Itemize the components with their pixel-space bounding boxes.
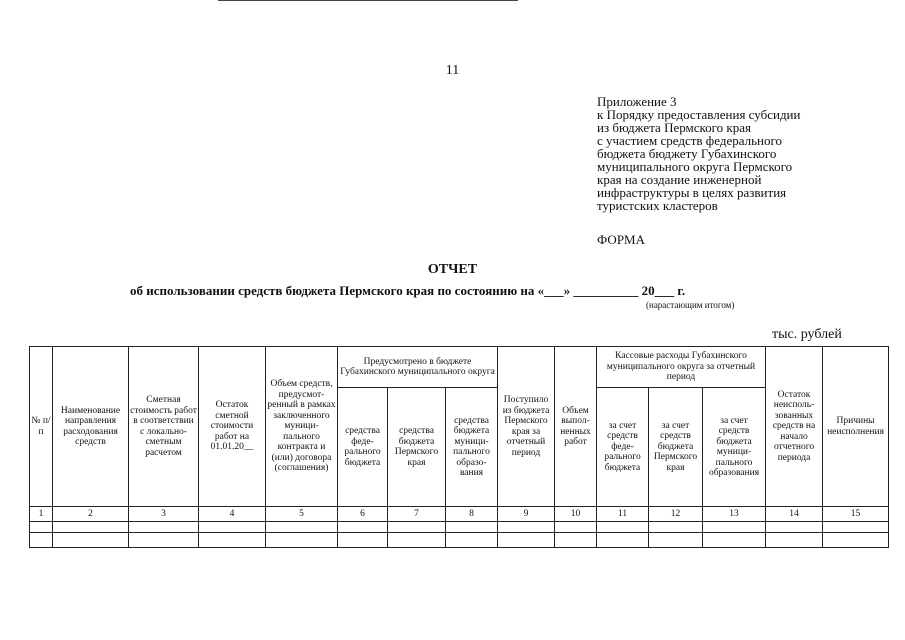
column-number-row xyxy=(30,507,889,522)
empty-cell xyxy=(766,533,823,548)
empty-cell xyxy=(597,533,649,548)
header-cell: средства бюджета Пермского края xyxy=(388,388,446,507)
header-row xyxy=(30,347,889,388)
empty-cell xyxy=(266,522,338,533)
appendix-line: края на создание инженерной xyxy=(597,172,762,187)
empty-cell xyxy=(388,522,446,533)
column-number: 13 xyxy=(703,507,766,522)
column-number: 3 xyxy=(129,507,199,522)
page-number: 11 xyxy=(445,63,460,78)
column-number: 5 xyxy=(266,507,338,522)
empty-cell xyxy=(266,533,338,548)
column-number: 14 xyxy=(766,507,823,522)
empty-cell xyxy=(53,522,129,533)
header-group-cell: Предусмотрено в бюджете Губахинского муниципального округа xyxy=(338,347,498,388)
header-cell: за счет средств бюджета Пермского края xyxy=(649,388,703,507)
empty-cell xyxy=(649,533,703,548)
header-group-cell: Кассовые расходы Губахинского муниципального округа за отчетный период xyxy=(597,347,766,388)
appendix-block xyxy=(597,95,897,212)
header-cell: Остаток неисполь-зованных средств на начало отчетного периода xyxy=(766,347,823,507)
appendix-line: бюджета бюджету Губахинского xyxy=(597,146,777,161)
empty-cell xyxy=(823,533,889,548)
empty-cell xyxy=(338,522,388,533)
subtitle-note: (нарастающим итогом) xyxy=(646,300,735,310)
table-row xyxy=(30,522,889,533)
empty-cell xyxy=(766,522,823,533)
header-cell: Объем средств, предусмот-ренный в рамках заключенного муници-пального контракта и (или) договора (соглашения) xyxy=(266,347,338,507)
empty-cell xyxy=(703,522,766,533)
header-cell: за счет средств бюджета муници-пального образования xyxy=(703,388,766,507)
empty-cell xyxy=(129,522,199,533)
column-number: 1 xyxy=(30,507,53,522)
appendix-line: к Порядку предоставления субсидии xyxy=(597,107,801,122)
empty-cell xyxy=(703,533,766,548)
column-number: 7 xyxy=(388,507,446,522)
appendix-line: Приложение 3 xyxy=(597,94,677,109)
column-number: 2 xyxy=(53,507,129,522)
column-number: 15 xyxy=(823,507,889,522)
empty-cell xyxy=(446,522,498,533)
column-number: 6 xyxy=(338,507,388,522)
empty-cell xyxy=(498,522,555,533)
header-cell: Причины неисполнения xyxy=(823,347,889,507)
form-label: ФОРМА xyxy=(597,232,645,247)
header-cell: Сметная стоимость работ в соответствии с локально-сметным расчетом xyxy=(129,347,199,507)
empty-cell xyxy=(30,522,53,533)
empty-cell xyxy=(446,533,498,548)
header-cell: средства феде-рального бюджета xyxy=(338,388,388,507)
empty-cell xyxy=(338,533,388,548)
empty-cell xyxy=(388,533,446,548)
header-cell: средства бюджета муници-пального образо-вания xyxy=(446,388,498,507)
header-cell: Наименование направления расходования средств xyxy=(53,347,129,507)
appendix-line: из бюджета Пермского края xyxy=(597,120,752,135)
empty-cell xyxy=(498,533,555,548)
top-rule xyxy=(218,0,518,1)
empty-cell xyxy=(823,522,889,533)
empty-cell xyxy=(597,522,649,533)
column-number: 4 xyxy=(199,507,266,522)
empty-cell xyxy=(53,533,129,548)
header-cell: Объем выпол-ненных работ xyxy=(555,347,597,507)
header-cell: Остаток сметной стоимости работ на 01.01.20__ xyxy=(199,347,266,507)
unit-label: тыс. рублей xyxy=(772,327,842,342)
empty-cell xyxy=(649,522,703,533)
column-number: 10 xyxy=(555,507,597,522)
empty-cell xyxy=(199,533,266,548)
report-table xyxy=(29,346,889,548)
table-row xyxy=(30,533,889,548)
column-number: 12 xyxy=(649,507,703,522)
column-number: 9 xyxy=(498,507,555,522)
appendix-line: муниципального округа Пермского xyxy=(597,159,793,174)
empty-cell xyxy=(555,533,597,548)
empty-cell xyxy=(30,533,53,548)
header-cell: № п/п xyxy=(30,347,53,507)
header-cell: за счет средств феде-рального бюджета xyxy=(597,388,649,507)
appendix-line: инфраструктуры в целях развития xyxy=(597,185,787,200)
column-number: 11 xyxy=(597,507,649,522)
empty-cell xyxy=(199,522,266,533)
empty-cell xyxy=(129,533,199,548)
appendix-line: с участием средств федерального xyxy=(597,133,782,148)
column-number: 8 xyxy=(446,507,498,522)
report-subtitle: об использовании средств бюджета Пермского края по состоянию на «___» __________ 20___ г. xyxy=(130,283,686,298)
report-title: ОТЧЕТ xyxy=(427,262,478,277)
empty-cell xyxy=(555,522,597,533)
header-cell: Поступило из бюджета Пермского края за отчетный период xyxy=(498,347,555,507)
appendix-line: туристских кластеров xyxy=(597,198,718,213)
